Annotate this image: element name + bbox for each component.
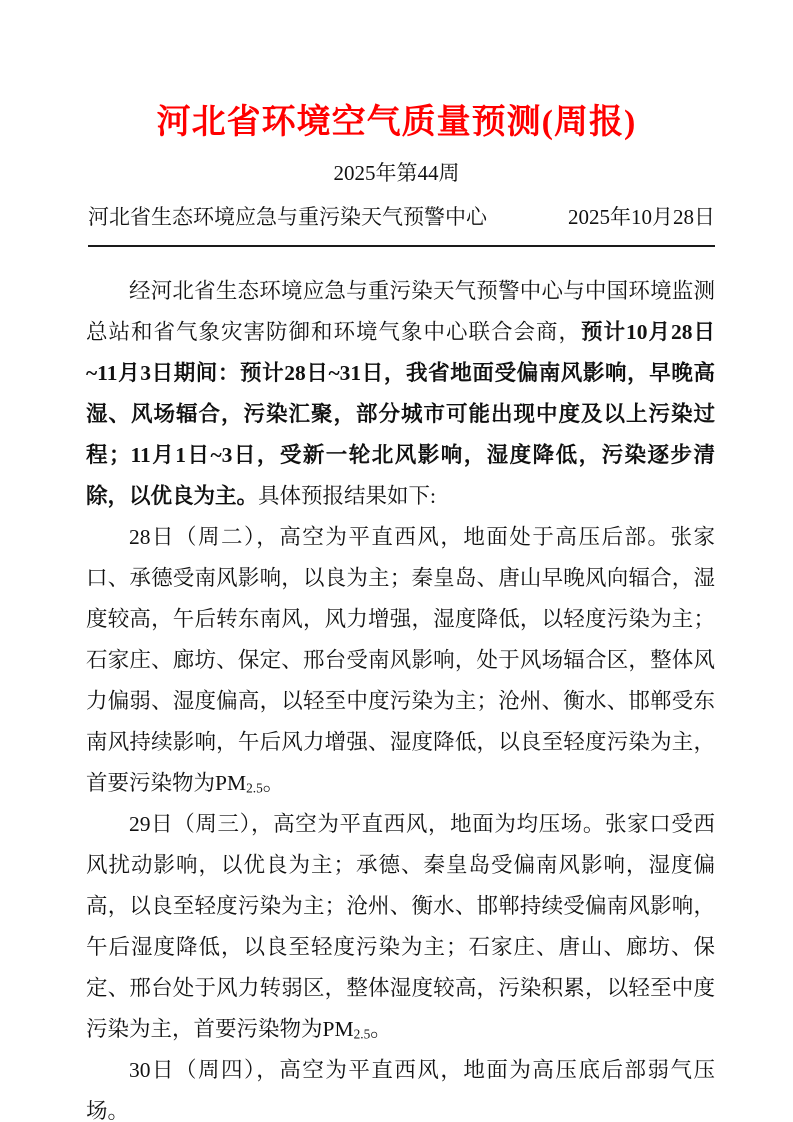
issue-date: 2025年10月28日 (568, 205, 715, 230)
pm25-subscript: 2.5 (353, 1026, 371, 1042)
text-segment: 30日（周四），高空为平直西风，地面为高压底后部弱气压场。 (86, 1057, 715, 1122)
meta-row (88, 204, 715, 231)
text-segment: 28日（周二），高空为平直西风，地面处于高压后部。张家口、承德受南风影响，以良为主；秦皇岛、唐山早晚风向辐合，湿度较高，午后转东南风，风力增强，湿度降低，以轻度污染为主；石家庄、廊坊、保定、邢台受南风影响，处于风场辐合区，整体风力偏弱、湿度偏高，以轻至中度污染为主；沧州、衡水、邯郸受东南风持续影响，午后风力增强、湿度降低，以良至轻度污染为主，首要污染物为PM (86, 524, 715, 795)
text-segment: 经河北省生态环境应急与重污染天气预警中心与中国环境监测总站和省气象灾害防御和环境气象中心联合会商， (86, 278, 715, 344)
report-body (86, 271, 715, 1122)
text-segment: 。 (262, 770, 285, 795)
paragraph-1 (86, 271, 715, 517)
issuing-org: 河北省生态环境应急与重污染天气预警中心 (88, 205, 487, 230)
text-segment: 具体预报结果如下: (258, 483, 436, 508)
paragraph-4 (86, 1050, 715, 1122)
paragraph-3 (86, 804, 715, 1050)
text-segment: 预计10月28日~11月3日期间：预计28日~31日，我省地面受偏南风影响，早晚高湿、风场辐合，污染汇聚，部分城市可能出现中度及以上污染过程；11月1日~3日，受新一轮北风影响，湿度降低，污染逐步清除，以优良为主。 (86, 319, 715, 508)
text-segment: 。 (370, 1016, 392, 1041)
report-header (0, 0, 793, 247)
week-label: 2025年第44周 (333, 161, 460, 186)
document-title: 河北省环境空气质量预测(周报) (156, 104, 637, 141)
header-divider (88, 245, 715, 247)
text-segment: 29日（周三），高空为平直西风，地面为均压场。张家口受西风扰动影响，以优良为主；承德、秦皇岛受偏南风影响，湿度偏高，以良至轻度污染为主；沧州、衡水、邯郸持续受偏南风影响，午后湿度降低，以良至轻度污染为主；石家庄、唐山、廊坊、保定、邢台处于风力转弱区，整体湿度较高，污染积累，以轻至中度污染为主，首要污染物为PM (86, 811, 715, 1041)
pm25-subscript: 2.5 (246, 780, 263, 796)
paragraph-2 (86, 517, 715, 804)
